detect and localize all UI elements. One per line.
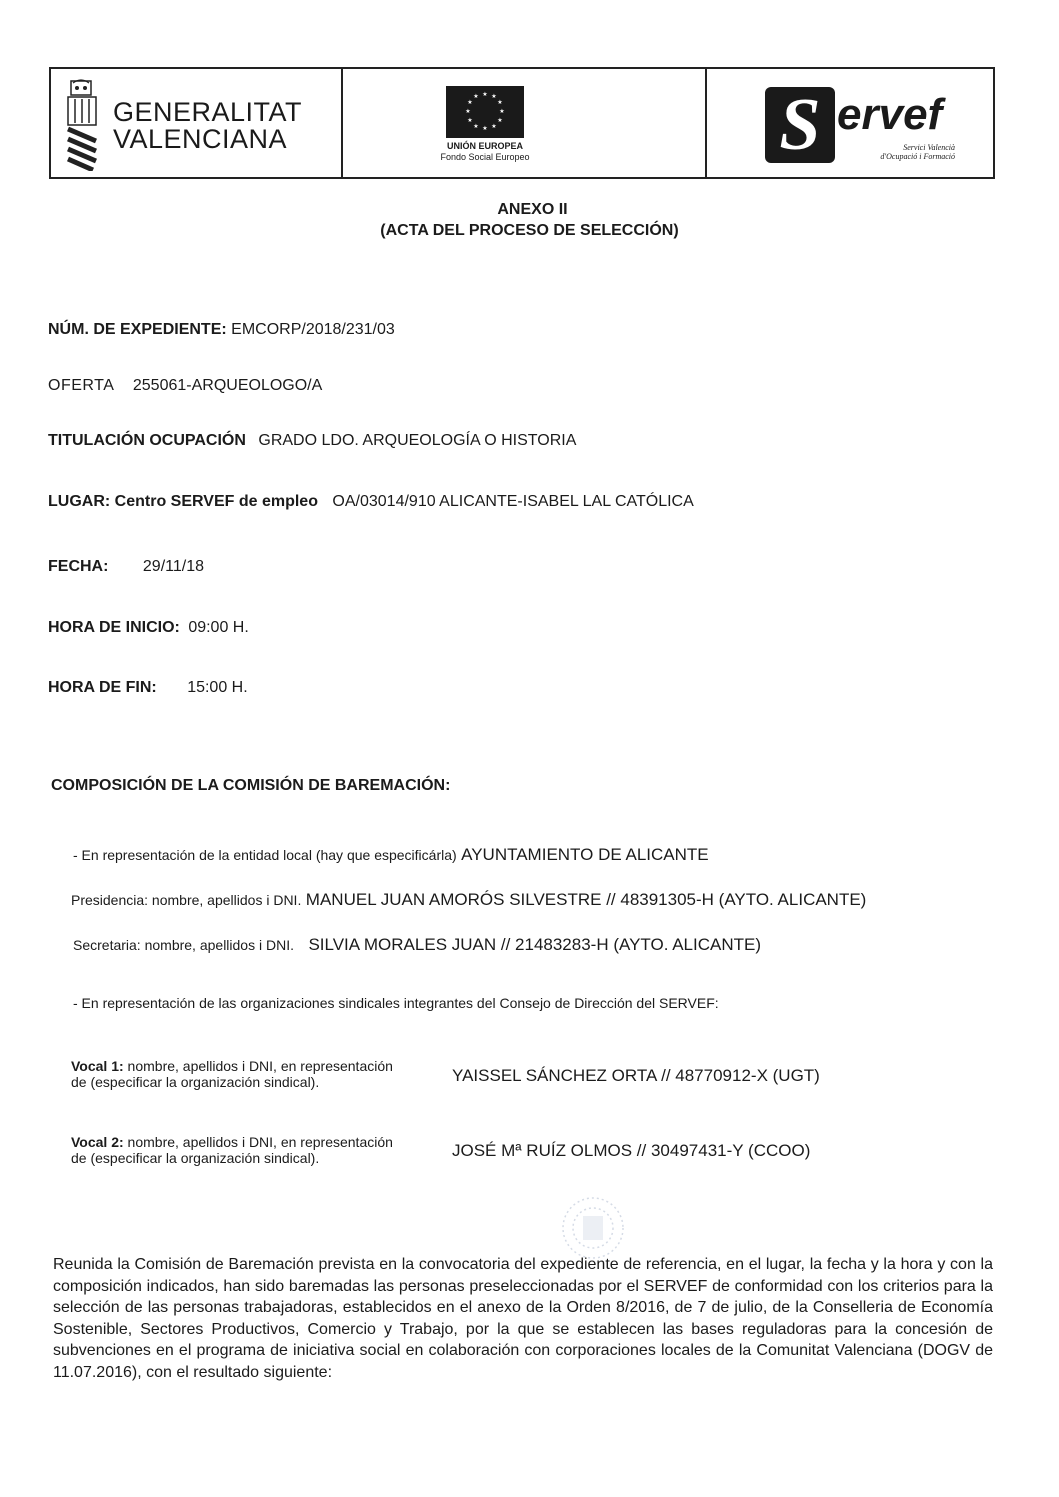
- svg-text:★: ★: [473, 123, 479, 130]
- expediente-field: [48, 320, 395, 340]
- hora-inicio-value: 09:00 H.: [188, 619, 249, 636]
- title-annex: ANEXO II: [497, 201, 568, 218]
- servef-wordmark: ervef: [837, 90, 943, 139]
- secretaria-label: Secretaria: nombre, apellidos i DNI.: [73, 937, 294, 953]
- vocal2-text2: de (especificar la organización sindical).: [71, 1150, 320, 1166]
- eu-logo: [343, 69, 707, 177]
- hora-inicio-field: [48, 618, 249, 638]
- entidad-value: AYUNTAMIENTO DE ALICANTE: [461, 845, 709, 864]
- svg-text:★: ★: [473, 93, 479, 100]
- servef-s-icon: S: [765, 87, 835, 163]
- entidad-line: [73, 845, 709, 865]
- titulacion-value: GRADO LDO. ARQUEOLOGÍA O HISTORIA: [258, 432, 577, 449]
- generalitat-line2: VALENCIANA: [113, 124, 288, 154]
- svg-text:★: ★: [491, 93, 497, 100]
- vocal2-text1: nombre, apellidos i DNI, en representación: [123, 1134, 393, 1150]
- titulacion-label: TITULACIÓN OCUPACIÓN: [48, 432, 246, 449]
- svg-text:★: ★: [482, 125, 488, 132]
- vocal1-value: YAISSEL SÁNCHEZ ORTA // 48770912-X (UGT): [452, 1066, 820, 1085]
- svg-text:★: ★: [497, 99, 503, 106]
- hora-fin-value: 15:00 H.: [187, 679, 248, 696]
- lugar-value: OA/03014/910 ALICANTE-ISABEL LAL CATÓLICA: [332, 493, 694, 510]
- vocal1-bold: Vocal 1:: [71, 1058, 124, 1074]
- sindicales-line: - En representación de las organizaciones sindicales integrantes del Consejo de Dirección del SERVEF:: [73, 995, 719, 1011]
- oferta-field: [48, 376, 322, 396]
- presidencia-line: [71, 890, 866, 910]
- vocal2-value: JOSÉ Mª RUÍZ OLMOS // 30497431-Y (CCOO): [452, 1141, 811, 1160]
- secretaria-line: [73, 935, 761, 955]
- eu-caption: [399, 141, 571, 163]
- fecha-value: 29/11/18: [142, 558, 204, 575]
- generalitat-emblem-icon: [65, 79, 99, 171]
- composition-heading: COMPOSICIÓN DE LA COMISIÓN DE BAREMACIÓN:: [51, 777, 451, 794]
- document-title: [0, 199, 1059, 241]
- titulacion-field: [48, 431, 576, 451]
- expediente-value: EMCORP/2018/231/03: [231, 321, 395, 338]
- fecha-field: [48, 557, 204, 577]
- hora-fin-label: HORA DE FIN:: [48, 679, 157, 696]
- svg-text:★: ★: [467, 117, 473, 124]
- servef-tagline: [847, 143, 955, 161]
- svg-text:★: ★: [497, 117, 503, 124]
- svg-text:★: ★: [465, 108, 471, 115]
- logo-header: [49, 67, 995, 179]
- generalitat-logo: [51, 69, 343, 177]
- servef-logo: [707, 69, 993, 177]
- secretaria-value: SILVIA MORALES JUAN // 21483283-H (AYTO. ALICANTE): [308, 935, 762, 954]
- svg-text:★: ★: [467, 99, 473, 106]
- vocal2-bold: Vocal 2:: [71, 1134, 124, 1150]
- hora-fin-field: [48, 678, 248, 698]
- svg-text:★: ★: [482, 91, 488, 98]
- entidad-label: - En representación de la entidad local (hay que especificárla): [73, 847, 457, 863]
- generalitat-line1: GENERALITAT: [113, 97, 303, 127]
- result-paragraph: Reunida la Comisión de Baremación prevista en la convocatoria del expediente de referencia, en el lugar, la fecha y la hora y con la composición indicados, han sido baremadas las personas preseleccionadas por el SERVEF de conformidad con los criterios para la selección de las personas trabajadoras, establecidos en el anexo de la Orden 8/2016, de 7 de julio, de la Conselleria de Economía Sostenible, Sectores Productivos, Comercio y Trabajo, por la que se establecen las bases reguladoras para la concesión de subvenciones en el programa de iniciativa social en colaboración con corporaciones locales de la Comunitat Valenciana (DOGV de 11.07.2016), con el resultado siguiente:: [53, 1256, 993, 1381]
- svg-text:★: ★: [499, 108, 505, 115]
- expediente-label: NÚM. DE EXPEDIENTE:: [48, 321, 227, 338]
- svg-text:★: ★: [491, 123, 497, 130]
- vocal2-label: [71, 1134, 441, 1166]
- servef-tagline-line1: Servici Valencià: [903, 143, 955, 152]
- servef-tagline-line2: d'Ocupació i Formació: [880, 152, 955, 161]
- oferta-value: 255061-ARQUEOLOGO/A: [132, 377, 323, 394]
- vocal1-text2: de (especificar la organización sindical).: [71, 1074, 320, 1090]
- presidencia-label: Presidencia: nombre, apellidos i DNI.: [71, 892, 302, 908]
- presidencia-value: MANUEL JUAN AMORÓS SILVESTRE // 48391305-H (AYTO. ALICANTE): [305, 890, 867, 909]
- vocal1-text1: nombre, apellidos i DNI, en representación: [123, 1058, 393, 1074]
- lugar-field: [48, 492, 694, 512]
- eu-flag-icon: [446, 86, 524, 138]
- generalitat-wordmark: [113, 99, 302, 153]
- oferta-label: OFERTA: [48, 377, 115, 394]
- eu-caption-line1: UNIÓN EUROPEA: [446, 141, 523, 151]
- title-subtitle: (ACTA DEL PROCESO DE SELECCIÓN): [380, 222, 679, 239]
- vocal1-label: [71, 1058, 441, 1090]
- hora-inicio-label: HORA DE INICIO:: [48, 619, 180, 636]
- lugar-label: LUGAR: Centro SERVEF de empleo: [48, 493, 318, 510]
- fecha-label: FECHA:: [48, 558, 109, 575]
- servef-logo-mark: [765, 84, 955, 167]
- eu-caption-line2: Fondo Social Europeo: [440, 152, 530, 162]
